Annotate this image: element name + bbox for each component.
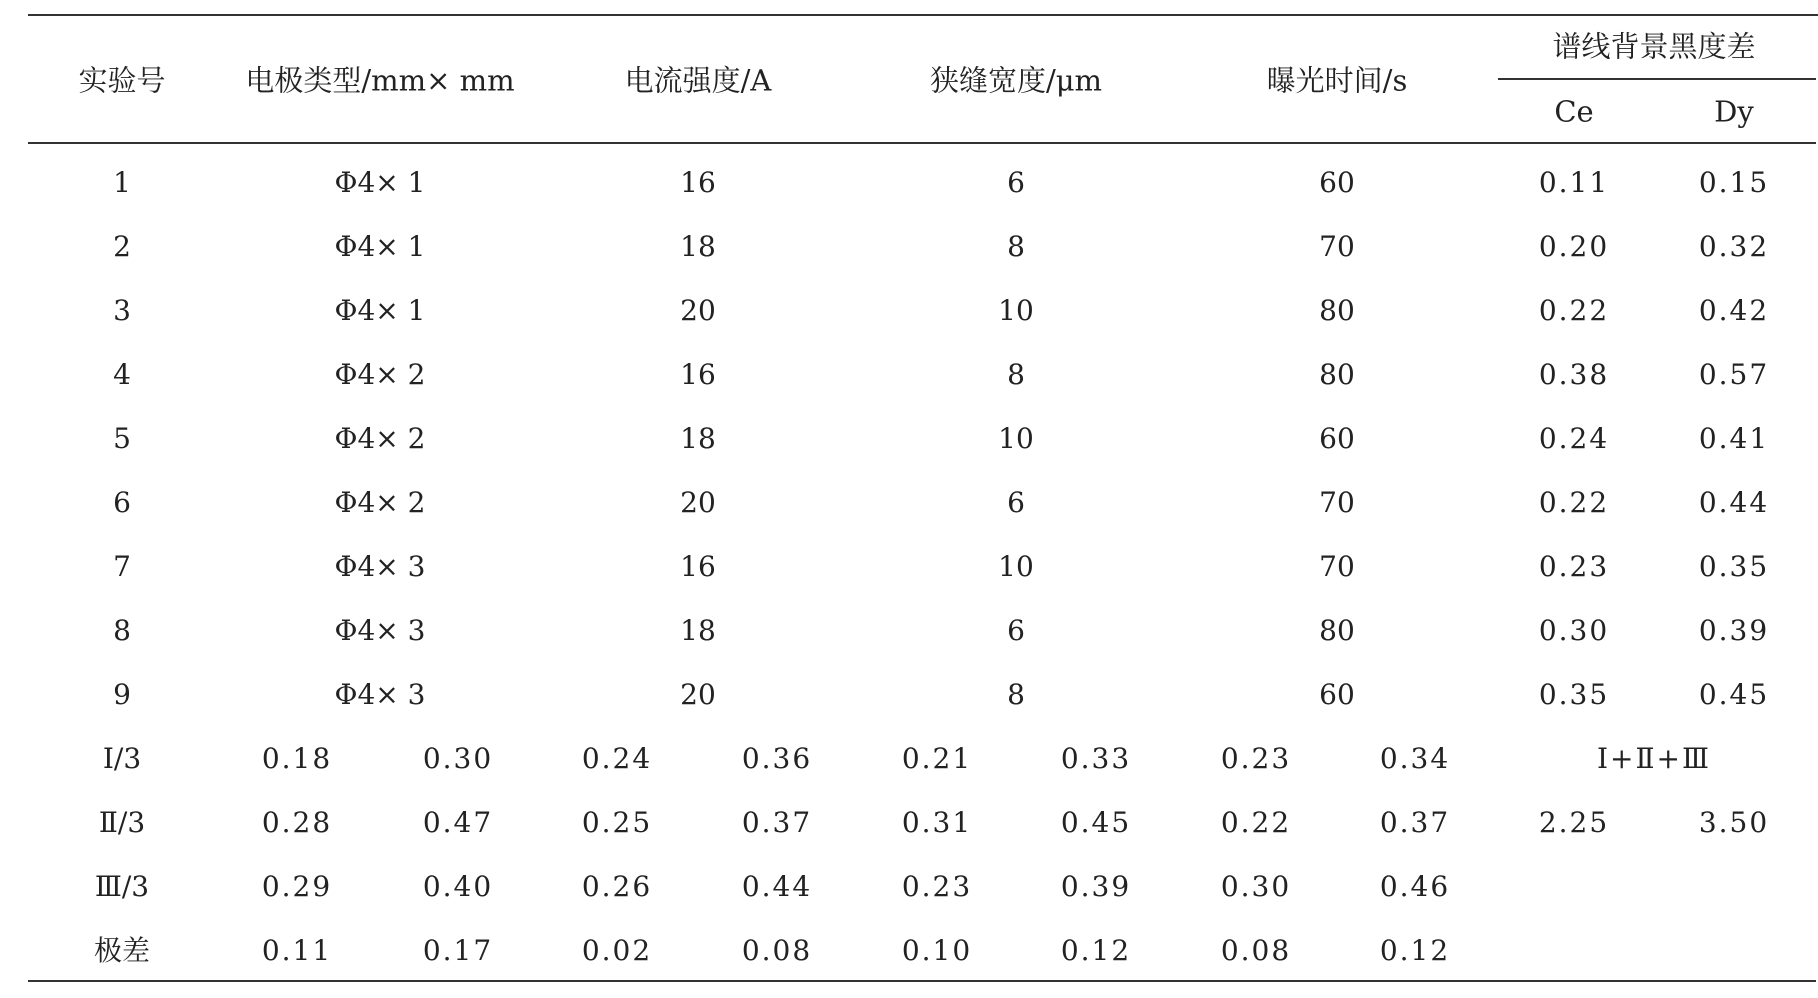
slit-cell: 8 [1007, 230, 1025, 263]
summary-value-cell: 0.31 [901, 806, 973, 839]
ce-cell: 0.24 [1538, 422, 1610, 455]
current-cell: 20 [680, 294, 716, 327]
exposure-cell: 80 [1319, 358, 1355, 391]
current-cell: 16 [680, 358, 716, 391]
exp-no-cell: 4 [113, 358, 131, 391]
current-cell: 16 [680, 166, 716, 199]
exposure-cell: 70 [1319, 230, 1355, 263]
summary-value-cell: 0.44 [741, 870, 813, 903]
summary-value-cell: 0.36 [741, 742, 813, 775]
exp-no-cell: 3 [113, 294, 131, 327]
summary-value-cell: 0.37 [1379, 806, 1451, 839]
exp-no-cell: 7 [113, 550, 131, 583]
ce-cell: 0.22 [1538, 294, 1610, 327]
header-density-diff: 谱线背景黑度差 [1552, 29, 1756, 64]
exp-no-cell: 9 [113, 678, 131, 711]
summary-extra-cell: 3.50 [1698, 806, 1770, 839]
slit-cell: 10 [998, 550, 1034, 583]
current-cell: 18 [680, 230, 716, 263]
summary-extra-cell: Ⅰ+Ⅱ+Ⅲ [1596, 742, 1712, 775]
header-electrode: 电极类型/mm× mm [245, 63, 515, 98]
slit-cell: 10 [998, 294, 1034, 327]
summary-value-cell: 0.12 [1379, 934, 1451, 967]
summary-value-cell: 0.29 [261, 870, 333, 903]
electrode-cell: Φ4× 3 [334, 614, 426, 647]
slit-cell: 8 [1007, 358, 1025, 391]
dy-cell: 0.39 [1698, 614, 1770, 647]
summary-label: 极差 [93, 934, 151, 967]
electrode-cell: Φ4× 2 [334, 422, 426, 455]
exp-no-cell: 5 [113, 422, 131, 455]
dy-cell: 0.15 [1698, 166, 1770, 199]
summary-value-cell: 0.21 [901, 742, 973, 775]
summary-value-cell: 0.47 [422, 806, 494, 839]
exp-no-cell: 6 [113, 486, 131, 519]
header-current: 电流强度/A [624, 63, 772, 98]
electrode-cell: Φ4× 1 [334, 166, 426, 199]
exposure-cell: 60 [1319, 678, 1355, 711]
summary-value-cell: 0.12 [1060, 934, 1132, 967]
exposure-cell: 80 [1319, 614, 1355, 647]
summary-value-cell: 0.02 [581, 934, 653, 967]
summary-label: Ⅱ/3 [98, 806, 146, 839]
ce-cell: 0.11 [1538, 166, 1610, 199]
header-sub-ce: Ce [1554, 94, 1594, 129]
ce-cell: 0.38 [1538, 358, 1610, 391]
summary-value-cell: 0.45 [1060, 806, 1132, 839]
summary-value-cell: 0.26 [581, 870, 653, 903]
current-cell: 20 [680, 678, 716, 711]
slit-cell: 6 [1007, 486, 1025, 519]
dy-cell: 0.42 [1698, 294, 1770, 327]
electrode-cell: Φ4× 1 [334, 230, 426, 263]
dy-cell: 0.44 [1698, 486, 1770, 519]
summary-extra-cell: 2.25 [1538, 806, 1610, 839]
exp-no-cell: 2 [113, 230, 131, 263]
current-cell: 18 [680, 614, 716, 647]
exp-no-cell: 1 [113, 166, 131, 199]
header-sub-dy: Dy [1714, 94, 1754, 129]
summary-value-cell: 0.25 [581, 806, 653, 839]
exposure-cell: 70 [1319, 550, 1355, 583]
slit-cell: 8 [1007, 678, 1025, 711]
slit-cell: 6 [1007, 614, 1025, 647]
summary-value-cell: 0.46 [1379, 870, 1451, 903]
subheader-rule [1498, 78, 1816, 80]
dy-cell: 0.35 [1698, 550, 1770, 583]
dy-cell: 0.45 [1698, 678, 1770, 711]
summary-value-cell: 0.22 [1220, 806, 1292, 839]
electrode-cell: Φ4× 2 [334, 358, 426, 391]
summary-value-cell: 0.40 [422, 870, 494, 903]
header-bottom-rule [28, 142, 1816, 144]
summary-value-cell: 0.30 [422, 742, 494, 775]
summary-value-cell: 0.28 [261, 806, 333, 839]
top-rule [28, 14, 1818, 16]
electrode-cell: Φ4× 2 [334, 486, 426, 519]
summary-label: Ⅰ/3 [102, 742, 142, 775]
summary-value-cell: 0.24 [581, 742, 653, 775]
ce-cell: 0.30 [1538, 614, 1610, 647]
exp-no-cell: 8 [113, 614, 131, 647]
current-cell: 16 [680, 550, 716, 583]
summary-value-cell: 0.17 [422, 934, 494, 967]
ce-cell: 0.20 [1538, 230, 1610, 263]
summary-value-cell: 0.33 [1060, 742, 1132, 775]
summary-value-cell: 0.34 [1379, 742, 1451, 775]
header-exp-no: 实验号 [78, 63, 166, 98]
bottom-rule [28, 980, 1816, 982]
exposure-cell: 60 [1319, 422, 1355, 455]
current-cell: 20 [680, 486, 716, 519]
summary-label: Ⅲ/3 [94, 870, 150, 903]
dy-cell: 0.32 [1698, 230, 1770, 263]
exposure-cell: 70 [1319, 486, 1355, 519]
header-exposure: 曝光时间/s [1266, 63, 1408, 98]
summary-value-cell: 0.08 [1220, 934, 1292, 967]
summary-value-cell: 0.23 [1220, 742, 1292, 775]
summary-value-cell: 0.23 [901, 870, 973, 903]
header-slit: 狭缝宽度/μm [929, 63, 1103, 98]
current-cell: 18 [680, 422, 716, 455]
dy-cell: 0.57 [1698, 358, 1770, 391]
ce-cell: 0.22 [1538, 486, 1610, 519]
electrode-cell: Φ4× 3 [334, 550, 426, 583]
ce-cell: 0.35 [1538, 678, 1610, 711]
electrode-cell: Φ4× 3 [334, 678, 426, 711]
electrode-cell: Φ4× 1 [334, 294, 426, 327]
slit-cell: 10 [998, 422, 1034, 455]
summary-value-cell: 0.18 [261, 742, 333, 775]
ce-cell: 0.23 [1538, 550, 1610, 583]
summary-value-cell: 0.30 [1220, 870, 1292, 903]
exposure-cell: 60 [1319, 166, 1355, 199]
summary-value-cell: 0.08 [741, 934, 813, 967]
summary-value-cell: 0.39 [1060, 870, 1132, 903]
summary-value-cell: 0.37 [741, 806, 813, 839]
summary-value-cell: 0.10 [901, 934, 973, 967]
slit-cell: 6 [1007, 166, 1025, 199]
summary-value-cell: 0.11 [261, 934, 333, 967]
exposure-cell: 80 [1319, 294, 1355, 327]
dy-cell: 0.41 [1698, 422, 1770, 455]
